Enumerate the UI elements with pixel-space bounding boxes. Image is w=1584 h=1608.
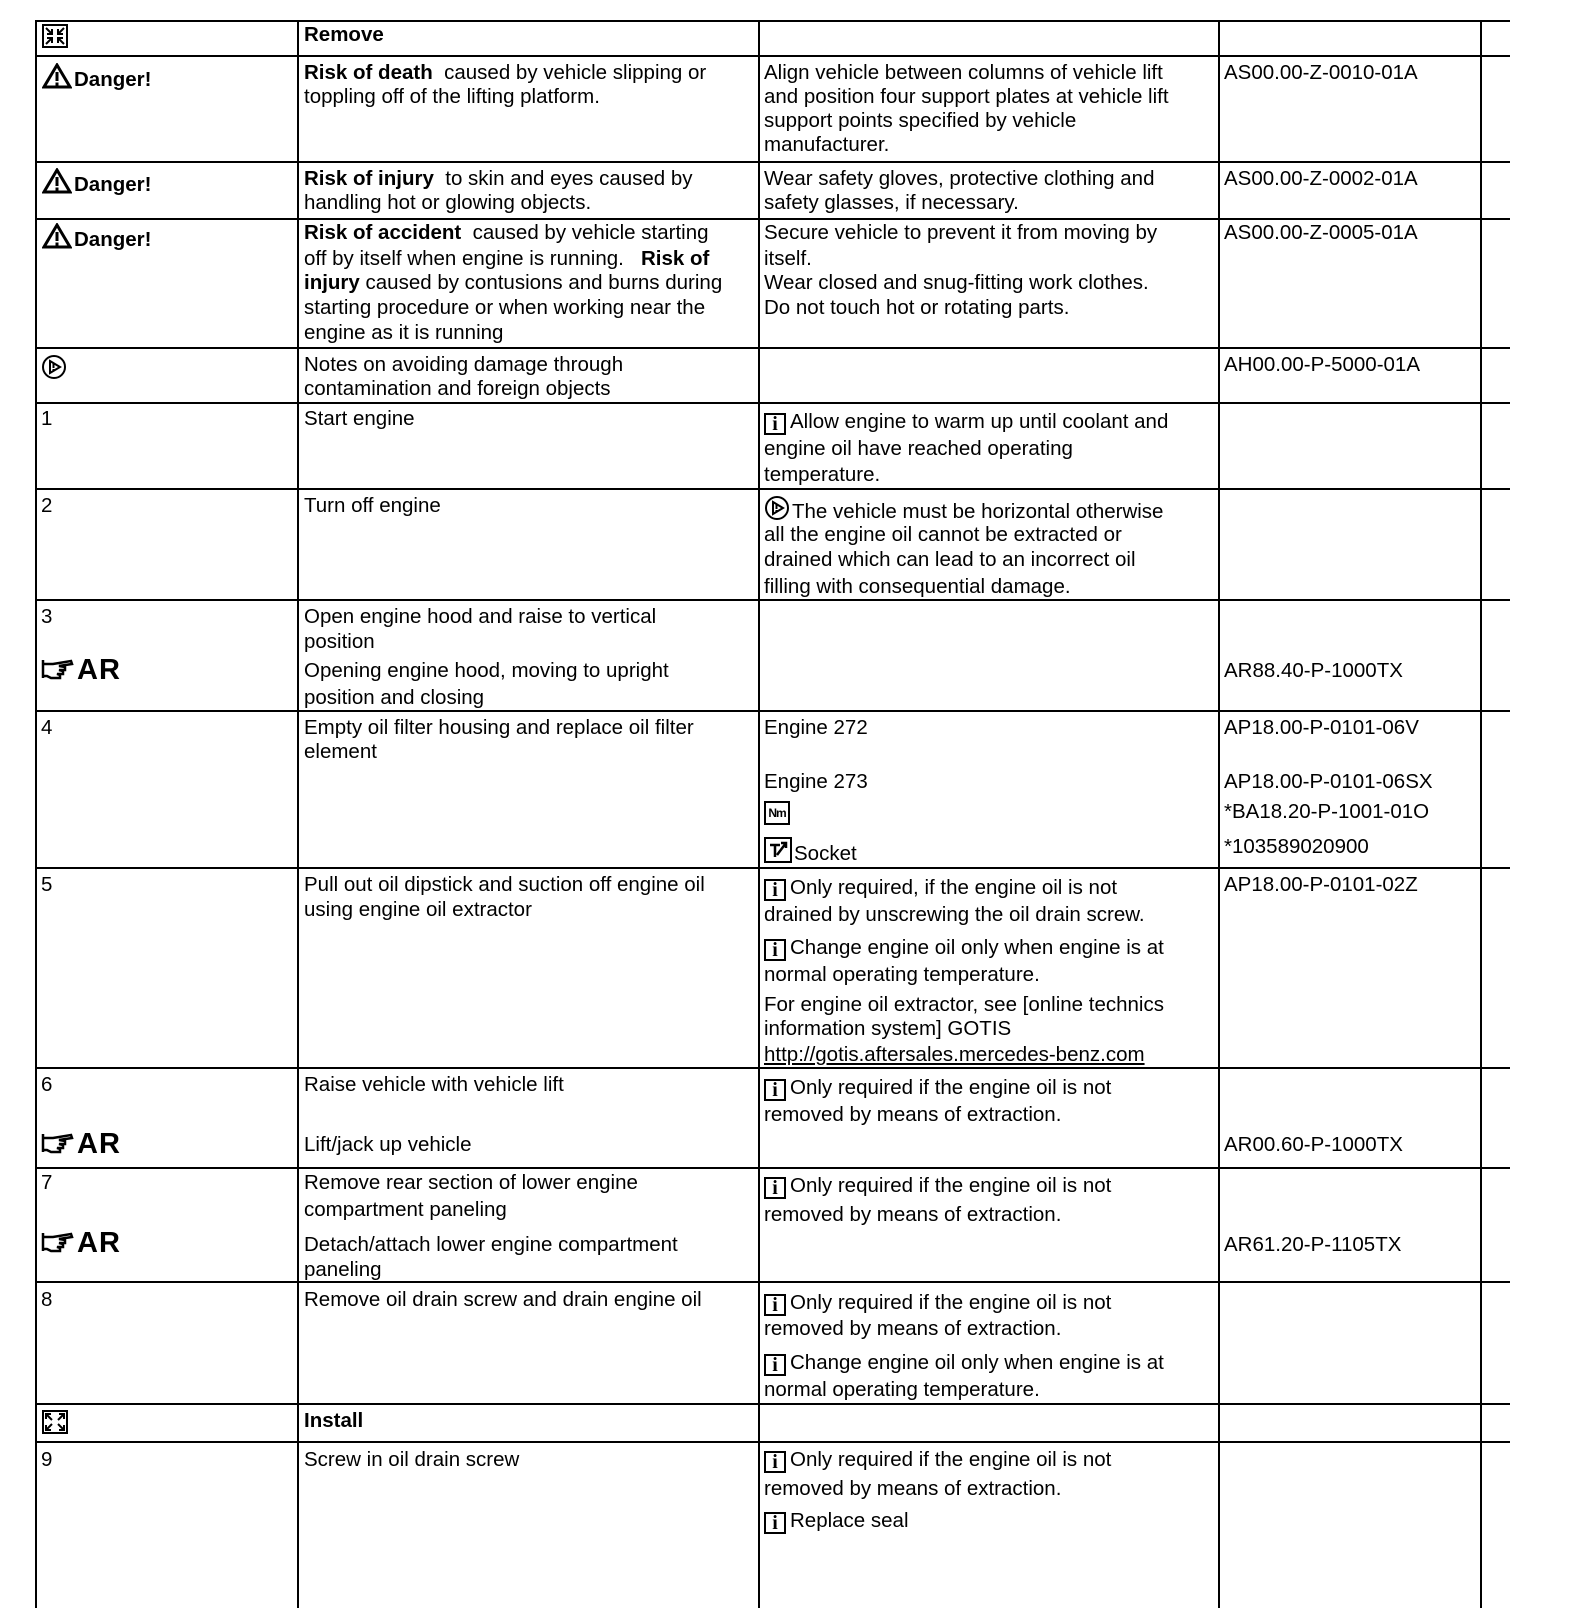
step-number: 9 — [41, 1448, 53, 1471]
reference-link[interactable]: AR00.60-P-1000TX — [1224, 1133, 1403, 1156]
info-note: i Change engine oil only when engine is at — [764, 936, 1164, 961]
reference-link[interactable]: AR88.40-P-1000TX — [1224, 659, 1403, 682]
step-number: 6 — [41, 1073, 53, 1096]
grid-line — [36, 1167, 1510, 1169]
action-text: Secure vehicle to prevent it from moving by — [764, 221, 1158, 244]
risk-text: Risk of death caused by vehicle slipping or — [304, 61, 707, 84]
notes-text: contamination and foreign objects — [304, 377, 611, 400]
ar-reference-marker: AR — [41, 1229, 121, 1258]
action-text: support points specified by vehicle — [764, 109, 1077, 132]
ar-reference-marker: AR — [41, 656, 121, 685]
risk-text: toppling off of the lifting platform. — [304, 85, 600, 108]
grid-line — [36, 867, 1510, 869]
info-note: i Only required if the engine oil is not — [764, 1448, 1111, 1473]
step-text: Empty oil filter housing and replace oil filter — [304, 716, 694, 739]
notes-text: Notes on avoiding damage through — [304, 353, 624, 376]
engine-variant: Engine 272 — [764, 716, 868, 739]
step-text: position — [304, 630, 375, 653]
grid-line — [36, 599, 1510, 601]
grid-line — [36, 402, 1510, 404]
reference-link[interactable]: *103589020900 — [1224, 835, 1369, 858]
action-text: Wear safety gloves, protective clothing and — [764, 167, 1155, 190]
action-text: Do not touch hot or rotating parts. — [764, 296, 1070, 319]
pointing-hand-icon — [41, 1229, 75, 1255]
info-note: drained by unscrewing the oil drain screw. — [764, 903, 1145, 926]
danger-label: Danger! — [42, 223, 151, 252]
grid-line — [36, 218, 1510, 220]
action-text: manufacturer. — [764, 133, 890, 156]
info-icon: i — [764, 1177, 786, 1199]
step-text: element — [304, 740, 377, 763]
action-text: itself. — [764, 247, 812, 270]
ar-text: Detach/attach lower engine compartment — [304, 1233, 678, 1256]
grid-line — [758, 20, 760, 1608]
info-note: i Replace seal — [764, 1509, 909, 1534]
step-text: Remove rear section of lower engine — [304, 1171, 638, 1194]
step-text: Open engine hood and raise to vertical — [304, 605, 657, 628]
grid-line — [297, 20, 299, 1608]
reference-link[interactable]: AR61.20-P-1105TX — [1224, 1233, 1402, 1256]
grid-line — [36, 1067, 1510, 1069]
grid-line — [36, 710, 1510, 712]
step-number: 2 — [41, 494, 53, 517]
step-text: compartment paneling — [304, 1198, 507, 1221]
grid-line — [36, 1441, 1510, 1443]
engine-variant: Engine 273 — [764, 770, 868, 793]
grid-line — [1480, 20, 1482, 1608]
action-text: safety glasses, if necessary. — [764, 191, 1019, 214]
warning-triangle-icon — [42, 63, 72, 89]
remove-section-title: Remove — [304, 23, 384, 46]
warning-triangle-icon — [42, 223, 72, 249]
special-tool-icon — [764, 837, 792, 863]
step-text: using engine oil extractor — [304, 898, 532, 921]
step-number: 1 — [41, 407, 53, 430]
ar-reference-marker: AR — [41, 1130, 121, 1159]
grid-line — [36, 1403, 1510, 1405]
reference-link[interactable]: *BA18.20-P-1001-01O — [1224, 800, 1430, 823]
step-number: 3 — [41, 605, 53, 628]
damage-notice-icon — [764, 495, 790, 521]
info-note: normal operating temperature. — [764, 963, 1040, 986]
info-note: i Only required if the engine oil is not — [764, 1076, 1111, 1101]
risk-text: Risk of accident caused by vehicle starting — [304, 221, 709, 244]
ar-text: paneling — [304, 1258, 382, 1281]
pointing-hand-icon — [41, 1130, 75, 1156]
grid-line — [36, 1281, 1510, 1283]
risk-text: engine as it is running — [304, 321, 504, 344]
install-icon — [42, 1410, 68, 1440]
info-icon: i — [764, 879, 786, 901]
info-note: removed by means of extraction. — [764, 1317, 1062, 1340]
torque-nm-icon: Nm — [764, 799, 790, 825]
step-text: Pull out oil dipstick and suction off engine oil — [304, 873, 705, 896]
pointing-hand-icon — [41, 656, 75, 682]
info-note: removed by means of extraction. — [764, 1203, 1062, 1226]
grid-line — [36, 488, 1510, 490]
action-text: Wear closed and snug-fitting work clothes. — [764, 271, 1149, 294]
grid-line — [1218, 20, 1220, 1608]
info-note: i Only required if the engine oil is not — [764, 1291, 1111, 1316]
info-note: i Allow engine to warm up until coolant and — [764, 410, 1168, 435]
reference-link[interactable]: AH00.00-P-5000-01A — [1224, 353, 1421, 376]
notice-note: all the engine oil cannot be extracted or — [764, 523, 1122, 546]
reference-link[interactable]: AP18.00-P-0101-06SX — [1224, 770, 1433, 793]
grid-line — [36, 161, 1510, 163]
reference-link[interactable]: AP18.00-P-0101-02Z — [1224, 873, 1418, 896]
danger-label: Danger! — [42, 168, 151, 197]
info-note: removed by means of extraction. — [764, 1477, 1062, 1500]
info-note: i Only required if the engine oil is not — [764, 1174, 1111, 1199]
risk-text: off by itself when engine is running. Risk of — [304, 247, 710, 270]
step-text: Start engine — [304, 407, 415, 430]
warning-triangle-icon — [42, 168, 72, 194]
ar-text: Opening engine hood, moving to upright — [304, 659, 669, 682]
info-note: i Change engine oil only when engine is at — [764, 1351, 1164, 1376]
action-text: and position four support plates at vehicle lift — [764, 85, 1169, 108]
special-tool-note: Socket — [764, 837, 857, 866]
grid-line — [36, 55, 1510, 57]
info-icon: i — [764, 413, 786, 435]
grid-line — [36, 20, 1510, 22]
ar-text: position and closing — [304, 686, 485, 709]
grid-line — [36, 347, 1510, 349]
step-number: 5 — [41, 873, 53, 896]
gotis-link[interactable]: http://gotis.aftersales.mercedes-benz.com — [764, 1043, 1145, 1066]
extractor-note: For engine oil extractor, see [online technics — [764, 993, 1164, 1016]
info-icon: i — [764, 1451, 786, 1473]
info-note: removed by means of extraction. — [764, 1103, 1062, 1126]
notice-note: filling with consequential damage. — [764, 575, 1071, 598]
install-section-title: Install — [304, 1409, 364, 1432]
reference-link[interactable]: AS00.00-Z-0010-01A — [1224, 61, 1418, 84]
reference-link[interactable]: AS00.00-Z-0005-01A — [1224, 221, 1418, 244]
info-icon: i — [764, 1354, 786, 1376]
notice-note: The vehicle must be horizontal otherwise — [764, 495, 1163, 524]
info-icon: i — [764, 1512, 786, 1534]
info-note: temperature. — [764, 463, 881, 486]
grid-line — [35, 20, 37, 1608]
remove-icon — [42, 24, 68, 54]
step-text: Turn off engine — [304, 494, 441, 517]
step-number: 4 — [41, 716, 53, 739]
risk-text: Risk of injury to skin and eyes caused by — [304, 167, 693, 190]
info-icon: i — [764, 939, 786, 961]
risk-text: handling hot or glowing objects. — [304, 191, 592, 214]
step-text: Raise vehicle with vehicle lift — [304, 1073, 564, 1096]
ar-text: Lift/jack up vehicle — [304, 1133, 472, 1156]
action-text: Align vehicle between columns of vehicle lift — [764, 61, 1163, 84]
info-icon: i — [764, 1294, 786, 1316]
info-note: normal operating temperature. — [764, 1378, 1040, 1401]
damage-notice-icon — [41, 354, 67, 386]
risk-text: injury caused by contusions and burns during — [304, 271, 723, 294]
info-icon: i — [764, 1079, 786, 1101]
extractor-note: information system] GOTIS — [764, 1017, 1012, 1040]
step-number: 7 — [41, 1171, 53, 1194]
step-number: 8 — [41, 1288, 53, 1311]
step-text: Screw in oil drain screw — [304, 1448, 520, 1471]
notice-note: drained which can lead to an incorrect oil — [764, 548, 1136, 571]
info-note: engine oil have reached operating — [764, 437, 1073, 460]
risk-text: starting procedure or when working near the — [304, 296, 706, 319]
danger-label: Danger! — [42, 63, 151, 92]
reference-link[interactable]: AP18.00-P-0101-06V — [1224, 716, 1419, 739]
step-text: Remove oil drain screw and drain engine oil — [304, 1288, 702, 1311]
reference-link[interactable]: AS00.00-Z-0002-01A — [1224, 167, 1418, 190]
info-note: i Only required, if the engine oil is not — [764, 876, 1117, 901]
